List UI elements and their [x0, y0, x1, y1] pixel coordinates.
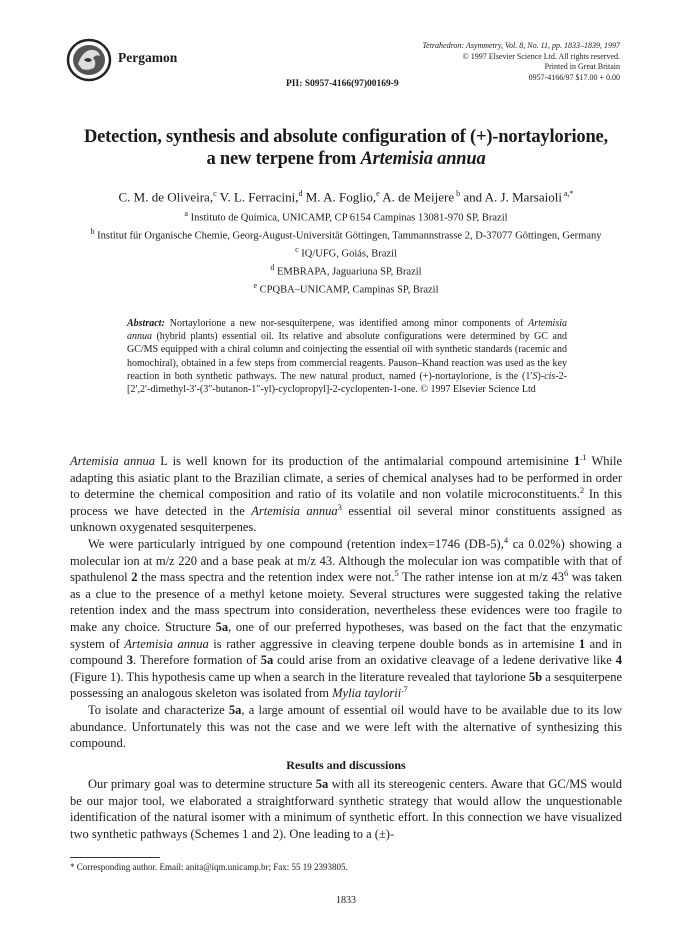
- affiliation-item: $^c$ IQ/UFG, Goiás, Brazil: [295, 245, 397, 260]
- section-heading: Results and discussions: [286, 757, 406, 772]
- abstract-label: Abstract:: [127, 318, 165, 329]
- publication-info: [422, 41, 620, 83]
- abstract: Abstract: Nortaylorione a new nor-sesquiterpene, was identified among minor components of Artemisia annua (hybrid plants) essential oil. Its relative and absolute configurations were determined by GC and GC/MS equipped with a chiral column and coinjecting the essential oil with synthetic standards (racemic and homochiral), obtained in a few steps from commercial reagents. Pauson–Khand reaction was used as the key reaction in both synthetic pathways. The new natural product, named (+)-nortaylorione, is the (1′S)-cis-2-[2′,2′-dimethyl-3′-(3″-butanon-1″-yl)-cyclopropyl]-2-cyclopenten-1-one. © 1997 Elsevier Science Ltd: [127, 318, 567, 396]
- affiliations: [70, 207, 622, 297]
- author-list: C. M. de Oliveira,$^c$ V. L. Ferracini,$^d$ M. A. Foglio,$^e$ A. de Meijere $^b$ and A. J. Marsaioli $^{a,*}$: [118, 189, 574, 205]
- corresponding-author-footnote: * Corresponding author. Email: anita@iqm.unicamp.br; Fax: 55 19 2393805.: [70, 862, 348, 872]
- paragraph-2: We were particularly intrigued by one compound (retention index=1746 (DB-5),$^4$ ca 0.02%) showing a molecular ion at m/z 220 and a base peak at m/z 43. Although the molecular ion was compatible with that of spathulenol 2 the mass spectra and the retention index were not.$^5$ The rather intense ion at m/z $43^6$ was taken as a clue to the presence of a methyl ketone moiety. Several structures were suggested taking the relative retention index and the mass spectrum into consideration, nevertheless these evidences were too fragile to make any choice. Structure 5a, one of our preferred hypotheses, was based on the fact that the enzymatic system of Artemisia annua is rather aggressive in cleaving terpene double bonds as in artemisine 1 and in compound 3. Therefore formation of 5a could arise from an oxidative cleavage of a ledene derivative like 4 (Figure 1). This hypothesis came up when a search in the literature revealed that taylorione 5b a sesquiterpene possessing an analogous skeleton was isolated from Mylia taylorii$^{.7}$: [70, 534, 623, 701]
- copyright-line: © 1997 Elsevier Science Ltd. All rights reserved.: [462, 51, 620, 61]
- title-line-2: a new terpene from Artemisia annua: [206, 149, 486, 169]
- affiliation-item: $^b$ Institut für Organische Chemie, Georg-August-Universität Göttingen, Tammannstrasse 2, D-37077 Göttingen, Germany: [90, 227, 602, 242]
- affiliation-item: $^d$ EMBRAPA, Jaguariuna SP, Brazil: [270, 263, 422, 278]
- page-number: 1833: [336, 895, 356, 906]
- footnote-rule: [70, 857, 160, 858]
- paper-title: [70, 126, 622, 170]
- paragraph-3: To isolate and characterize 5a, a large amount of essential oil would have to be available due to its low abundance. Unfortunately this was not the case and we were left with the alternative of synthesizing this compound.: [70, 702, 622, 751]
- pii-identifier: PII: S0957-4166(97)00169-9: [286, 79, 399, 89]
- body-text: [70, 453, 622, 843]
- price-line: 0957-4166/97 $17.00 + 0.00: [528, 72, 620, 82]
- printed-line: Printed in Great Britain: [544, 62, 620, 71]
- affiliation-item: $^e$ CPQBA–UNICAMP, Campinas SP, Brazil: [253, 281, 439, 296]
- title-line-1: Detection, synthesis and absolute configuration of (+)-nortaylorione,: [84, 127, 608, 147]
- journal-citation: Tetrahedron: Asymmetry, Vol. 8, No. 11, pp. 1833–1839, 1997: [422, 41, 620, 50]
- publisher-name: Pergamon: [118, 50, 178, 65]
- pergamon-logo-icon: [66, 38, 112, 82]
- paragraph-1: Artemisia annua L is well known for its production of the antimalarial compound artemisinine $1^{.1}$ While adapting this asiatic plant to the Brazilian climate, a series of chemical analyses had to be performed in order to determine the chemical composition and ratio of its volatile and non volatile microconstituents.$^2$ In this process we have detected in the Artemisia annua$^3$ essential oil several minor constituents assigned as unknown oxygenated sesquiterpenes.: [70, 451, 623, 535]
- paragraph-4: Our primary goal was to determine structure 5a with all its stereogenic centers. Aware that GC/MS would be our major tool, we elaborated a straightforward synthetic strategy that would allow the unquestionable identification of the natural isomer with a minimum of synthetic effort. In this connection we have visualized two synthetic pathways (Schemes 1 and 2). One leading to a (±)-: [70, 777, 622, 842]
- affiliation-item: $^a$ Instituto de Química, UNICAMP, CP 6154 Campinas 13081-970 SP, Brazil: [184, 209, 508, 224]
